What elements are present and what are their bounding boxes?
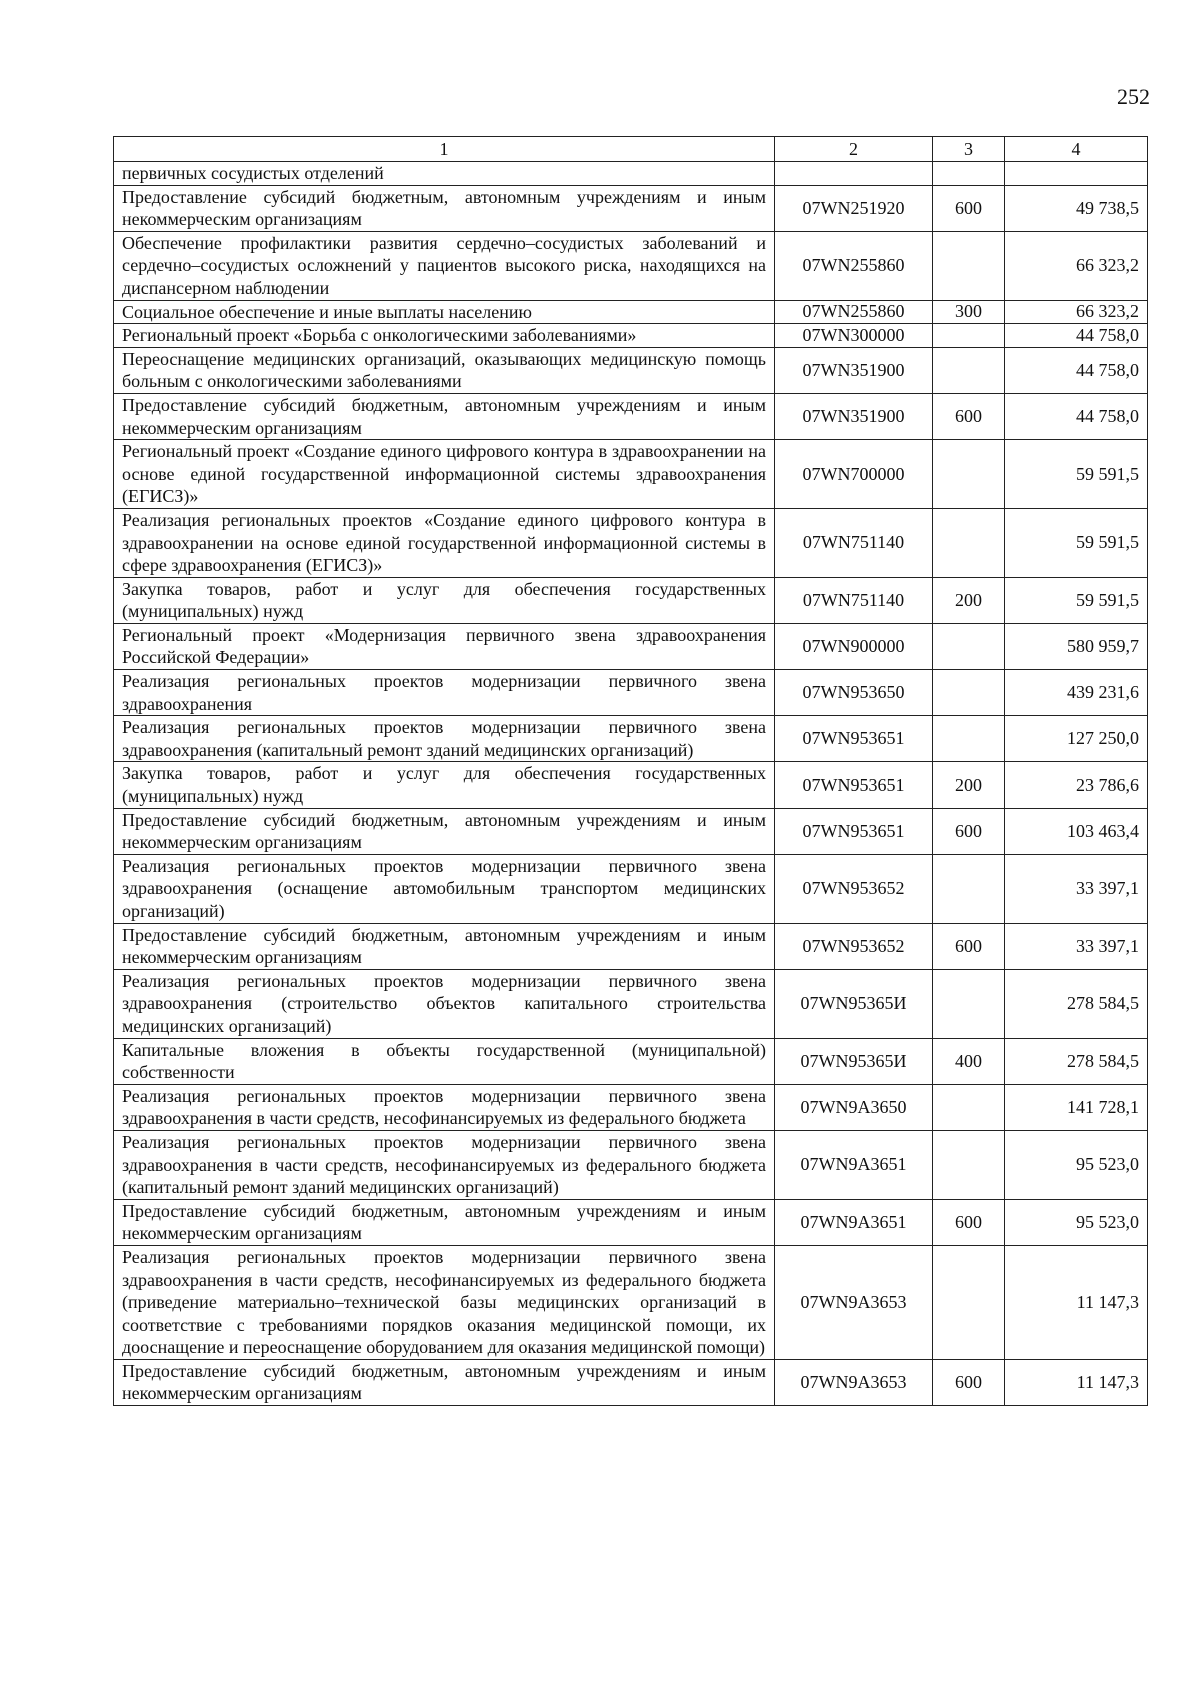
row-code: 07WN953650 — [775, 670, 933, 716]
row-name: Реализация региональных проектов модернизации первичного звена здравоохранения (капитальный ремонт зданий медицинских организаций) — [114, 716, 775, 762]
row-name: Обеспечение профилактики развития сердечно–сосудистых заболеваний и сердечно–сосудистых осложнений у пациентов высокого риска, находящихся на диспансерном наблюдении — [114, 231, 775, 300]
table-row — [114, 1130, 1148, 1199]
row-sum: 44 758,0 — [1005, 347, 1148, 393]
row-sum: 59 591,5 — [1005, 577, 1148, 623]
row-name: Капитальные вложения в объекты государственной (муниципальной) собственности — [114, 1038, 775, 1084]
row-type — [933, 1084, 1005, 1130]
row-code: 07WN953651 — [775, 808, 933, 854]
table-row — [114, 1199, 1148, 1245]
header-col-2: 2 — [775, 137, 933, 162]
row-sum: 44 758,0 — [1005, 393, 1148, 439]
row-name: Предоставление субсидий бюджетным, автономным учреждениям и иным некоммерческим организациям — [114, 393, 775, 439]
row-type: 600 — [933, 393, 1005, 439]
row-name: Реализация региональных проектов «Создание единого цифрового контура в здравоохранении на основе единой государственной информационной системы в сфере здравоохранения (ЕГИСЗ)» — [114, 508, 775, 577]
row-name: Региональный проект «Модернизация первичного звена здравоохранения Российской Федерации» — [114, 623, 775, 669]
header-col-3: 3 — [933, 137, 1005, 162]
row-type — [933, 670, 1005, 716]
row-type — [933, 854, 1005, 923]
row-name: Реализация региональных проектов модернизации первичного звена здравоохранения в части средств, несофинансируемых из федерального бюджета (капитальный ремонт зданий медицинских организаций) — [114, 1130, 775, 1199]
row-name: Реализация региональных проектов модернизации первичного звена здравоохранения в части средств, несофинансируемых из федерального бюджета — [114, 1084, 775, 1130]
row-code: 07WN953652 — [775, 923, 933, 969]
row-type — [933, 231, 1005, 300]
table-row — [114, 623, 1148, 669]
row-code: 07WN95365И — [775, 969, 933, 1038]
row-code — [775, 162, 933, 186]
row-type: 600 — [933, 923, 1005, 969]
table-row — [114, 508, 1148, 577]
row-sum — [1005, 162, 1148, 186]
table-row — [114, 808, 1148, 854]
row-sum: 103 463,4 — [1005, 808, 1148, 854]
row-type: 600 — [933, 808, 1005, 854]
row-code: 07WN95365И — [775, 1038, 933, 1084]
row-sum: 33 397,1 — [1005, 923, 1148, 969]
row-sum: 59 591,5 — [1005, 508, 1148, 577]
table-row — [114, 185, 1148, 231]
table-row — [114, 162, 1148, 186]
table-row — [114, 347, 1148, 393]
row-sum: 439 231,6 — [1005, 670, 1148, 716]
row-type: 600 — [933, 1359, 1005, 1405]
row-code: 07WN255860 — [775, 231, 933, 300]
row-name: Региональный проект «Борьба с онкологическими заболеваниями» — [114, 324, 775, 348]
row-sum: 141 728,1 — [1005, 1084, 1148, 1130]
table-row — [114, 231, 1148, 300]
row-type — [933, 716, 1005, 762]
table-row — [114, 1359, 1148, 1405]
row-code: 07WN751140 — [775, 508, 933, 577]
row-sum: 95 523,0 — [1005, 1130, 1148, 1199]
row-type — [933, 1130, 1005, 1199]
row-sum: 23 786,6 — [1005, 762, 1148, 808]
row-code: 07WN9A3651 — [775, 1130, 933, 1199]
row-code: 07WN255860 — [775, 300, 933, 324]
row-sum: 127 250,0 — [1005, 716, 1148, 762]
table-row — [114, 577, 1148, 623]
row-name: Реализация региональных проектов модернизации первичного звена здравоохранения — [114, 670, 775, 716]
row-sum: 278 584,5 — [1005, 1038, 1148, 1084]
row-name: Социальное обеспечение и иные выплаты населению — [114, 300, 775, 324]
table-row — [114, 854, 1148, 923]
row-type — [933, 324, 1005, 348]
header-row — [114, 137, 1148, 162]
row-code: 07WN751140 — [775, 577, 933, 623]
row-sum: 49 738,5 — [1005, 185, 1148, 231]
header-col-4: 4 — [1005, 137, 1148, 162]
row-name: Предоставление субсидий бюджетным, автономным учреждениям и иным некоммерческим организациям — [114, 923, 775, 969]
row-code: 07WN953651 — [775, 762, 933, 808]
row-sum: 11 147,3 — [1005, 1359, 1148, 1405]
row-name: Предоставление субсидий бюджетным, автономным учреждениям и иным некоммерческим организациям — [114, 1199, 775, 1245]
row-code: 07WN251920 — [775, 185, 933, 231]
row-name: Предоставление субсидий бюджетным, автономным учреждениям и иным некоммерческим организациям — [114, 185, 775, 231]
row-sum: 66 323,2 — [1005, 231, 1148, 300]
row-code: 07WN700000 — [775, 440, 933, 509]
row-sum: 580 959,7 — [1005, 623, 1148, 669]
table-row — [114, 393, 1148, 439]
row-type: 400 — [933, 1038, 1005, 1084]
row-type: 600 — [933, 185, 1005, 231]
row-name: Реализация региональных проектов модернизации первичного звена здравоохранения (оснащение автомобильным транспортом медицинских организаций) — [114, 854, 775, 923]
row-code: 07WN953651 — [775, 716, 933, 762]
row-type: 600 — [933, 1199, 1005, 1245]
row-code: 07WN300000 — [775, 324, 933, 348]
row-code: 07WN9A3651 — [775, 1199, 933, 1245]
row-type: 300 — [933, 300, 1005, 324]
row-sum: 11 147,3 — [1005, 1245, 1148, 1359]
row-name: первичных сосудистых отделений — [114, 162, 775, 186]
table-row — [114, 1038, 1148, 1084]
row-type — [933, 162, 1005, 186]
row-name: Региональный проект «Создание единого цифрового контура в здравоохранении на основе единой государственной информационной системы здравоохранения (ЕГИСЗ)» — [114, 440, 775, 509]
row-name: Закупка товаров, работ и услуг для обеспечения государственных (муниципальных) нужд — [114, 762, 775, 808]
table-row — [114, 762, 1148, 808]
row-type — [933, 508, 1005, 577]
row-name: Предоставление субсидий бюджетным, автономным учреждениям и иным некоммерческим организациям — [114, 1359, 775, 1405]
row-type: 200 — [933, 577, 1005, 623]
row-code: 07WN351900 — [775, 347, 933, 393]
header-col-1: 1 — [114, 137, 775, 162]
row-code: 07WN953652 — [775, 854, 933, 923]
row-type — [933, 347, 1005, 393]
row-type — [933, 969, 1005, 1038]
budget-table — [113, 136, 1148, 1406]
row-name: Закупка товаров, работ и услуг для обеспечения государственных (муниципальных) нужд — [114, 577, 775, 623]
table-row — [114, 969, 1148, 1038]
row-sum: 33 397,1 — [1005, 854, 1148, 923]
row-name: Реализация региональных проектов модернизации первичного звена здравоохранения (строительство объектов капитального строительства медицинских организаций) — [114, 969, 775, 1038]
page-number: 252 — [1117, 84, 1150, 109]
table-row — [114, 923, 1148, 969]
table-row — [114, 716, 1148, 762]
table-row — [114, 1245, 1148, 1359]
table-row — [114, 440, 1148, 509]
table-row — [114, 670, 1148, 716]
table-row — [114, 1084, 1148, 1130]
row-code: 07WN9A3653 — [775, 1245, 933, 1359]
row-type — [933, 1245, 1005, 1359]
row-sum: 44 758,0 — [1005, 324, 1148, 348]
row-sum: 59 591,5 — [1005, 440, 1148, 509]
row-sum: 278 584,5 — [1005, 969, 1148, 1038]
row-type: 200 — [933, 762, 1005, 808]
row-code: 07WN9A3653 — [775, 1359, 933, 1405]
row-name: Реализация региональных проектов модернизации первичного звена здравоохранения в части средств, несофинансируемых из федерального бюджета (приведение материально–технической базы медицинских организаций в соответствие с требованиями порядков оказания медицинской помощи, их дооснащение и переоснащение оборудованием для оказания медицинской помощи) — [114, 1245, 775, 1359]
row-sum: 95 523,0 — [1005, 1199, 1148, 1245]
table-row — [114, 324, 1148, 348]
row-type — [933, 623, 1005, 669]
row-code: 07WN351900 — [775, 393, 933, 439]
row-name: Предоставление субсидий бюджетным, автономным учреждениям и иным некоммерческим организациям — [114, 808, 775, 854]
table-body — [114, 162, 1148, 1406]
row-code: 07WN900000 — [775, 623, 933, 669]
row-code: 07WN9A3650 — [775, 1084, 933, 1130]
table-row — [114, 300, 1148, 324]
row-type — [933, 440, 1005, 509]
row-sum: 66 323,2 — [1005, 300, 1148, 324]
row-name: Переоснащение медицинских организаций, оказывающих медицинскую помощь больным с онкологическими заболеваниями — [114, 347, 775, 393]
